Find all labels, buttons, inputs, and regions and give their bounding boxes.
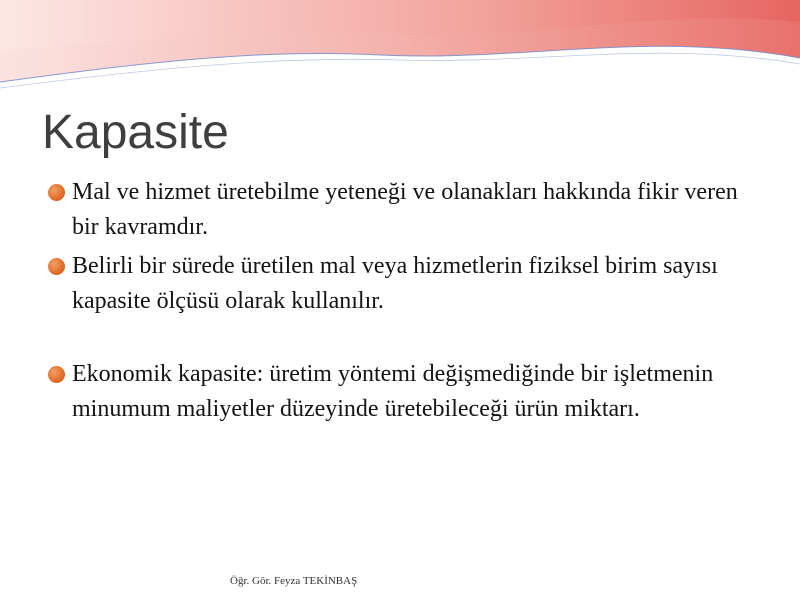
bullet-item <box>48 175 758 245</box>
header-wave-decoration <box>0 0 800 100</box>
footer-author: Öğr. Gör. Feyza TEKİNBAŞ <box>230 575 358 587</box>
bullet-text: Mal ve hizmet üretebilme yeteneği ve olanakları hakkında fikir veren bir kavramdır. <box>72 179 738 240</box>
bullet-dot-icon <box>48 366 65 383</box>
bullet-text: Belirli bir sürede üretilen mal veya hizmetlerin fiziksel birim sayısı kapasite ölçüsü olarak kullanılır. <box>72 253 718 314</box>
bullet-dot-icon <box>48 184 65 201</box>
bullet-dot-icon <box>48 258 65 275</box>
bullet-text: Ekonomik kapasite: üretim yöntemi değişmediğinde bir işletmenin minumum maliyetler düzeyinde üretebileceği ürün miktarı. <box>72 361 714 422</box>
bullet-item <box>48 249 758 319</box>
bullet-item <box>48 357 758 427</box>
slide-title: Kapasite <box>42 106 229 159</box>
bullet-list <box>48 175 758 427</box>
